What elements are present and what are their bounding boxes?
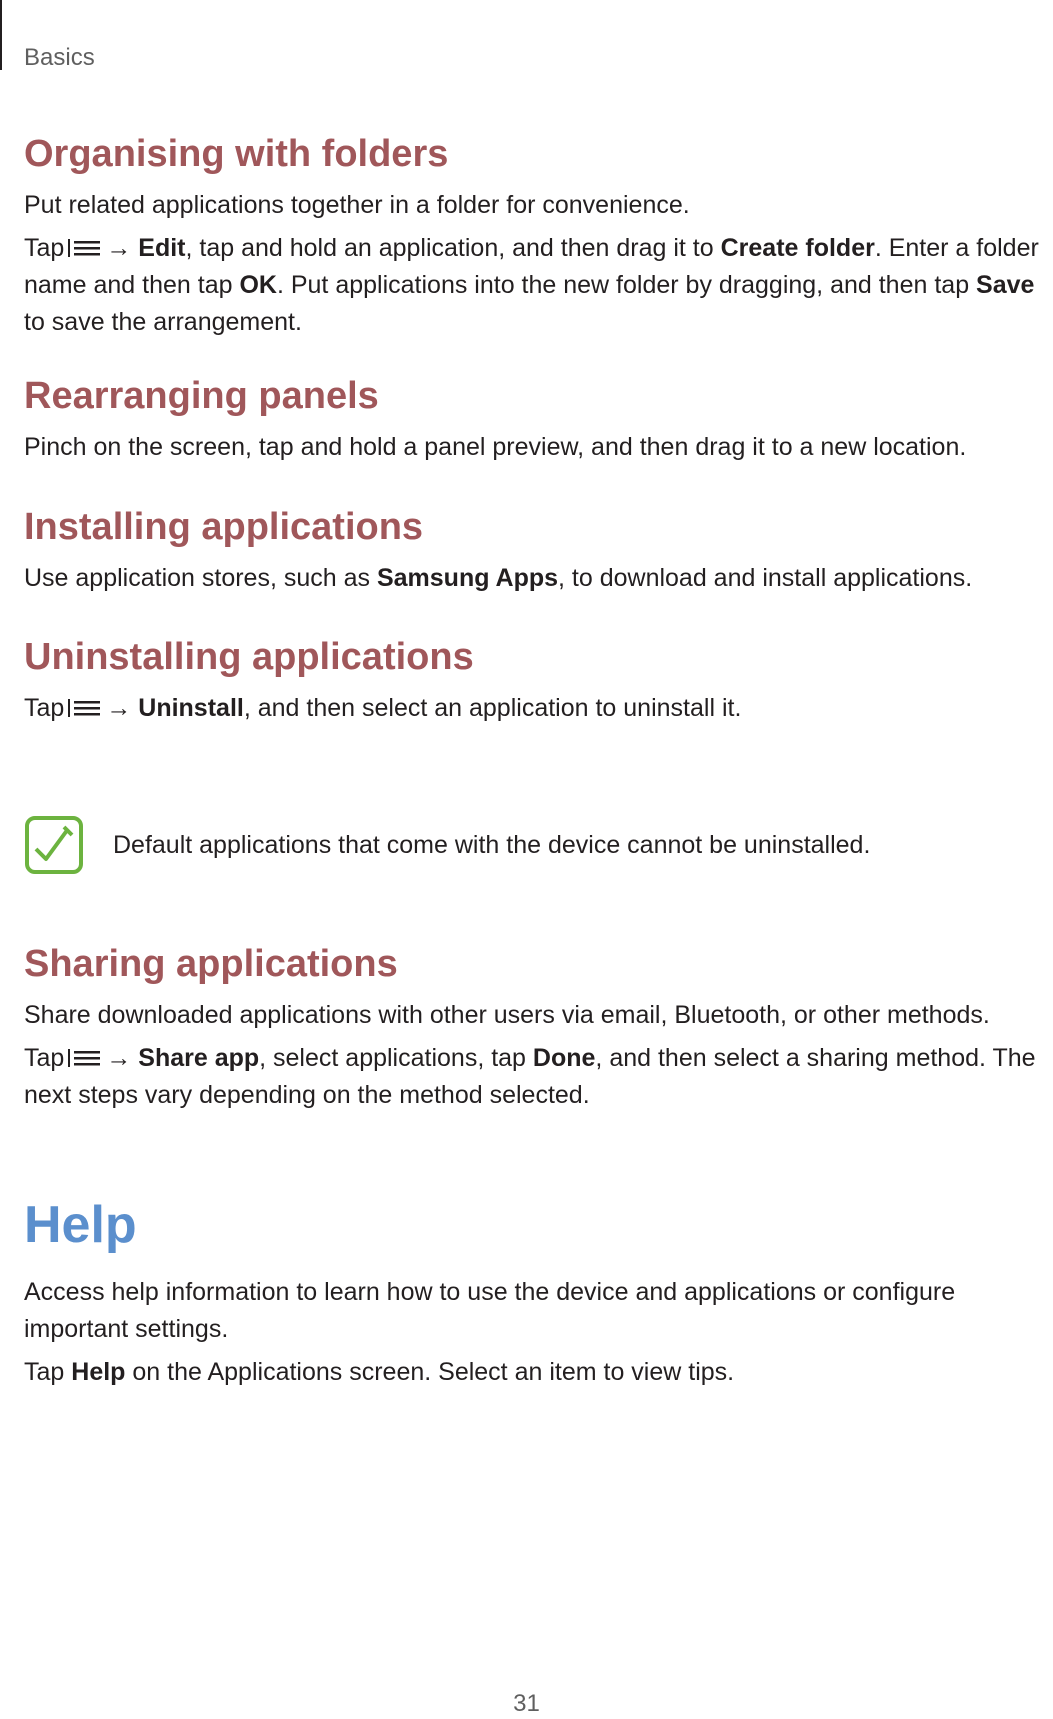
section-rearranging-panels [24,372,1044,466]
bold-term: Create folder [720,234,875,262]
text: Tap [24,694,65,722]
text: , and then select an application to uninstall it. [243,694,742,722]
chapter-title: Help [24,1196,137,1254]
bold-term: Help [71,1358,126,1386]
section-title: Rearranging panels [24,375,379,417]
corner-rule [0,0,2,70]
page-number: 31 [513,1690,540,1717]
section-installing-applications [24,503,1044,597]
arrow: → [106,1044,132,1072]
text: . Put applications into the new folder by dragging, and then tap [276,271,977,299]
section-title: Installing applications [24,506,424,548]
running-header: Basics [24,44,95,71]
menu-key-icon [67,1047,103,1069]
text: , select applications, tap [259,1044,533,1072]
section-uninstalling-applications [24,633,1044,727]
paragraph [24,1040,1044,1114]
paragraph: Put related applications together in a folder for convenience. [24,191,690,219]
paragraph: Access help information to learn how to use the device and applications or configure important settings. [24,1278,956,1343]
arrow: → [106,694,132,722]
text: Tap [24,1044,65,1072]
paragraph [24,1354,1044,1391]
text: Use application stores, such as [24,564,377,592]
text: to save the arrangement. [24,308,302,336]
section-title: Organising with folders [24,133,449,175]
bold-term: Uninstall [138,694,244,722]
paragraph [24,690,1044,727]
paragraph [24,230,1044,341]
section-title: Sharing applications [24,943,398,985]
arrow: → [106,234,132,262]
note-box [24,815,1044,879]
text: , and then select a sharing method. The next steps vary depending on the method selected. [24,1044,1036,1109]
text: , to download and install applications. [558,564,973,592]
bold-term: Edit [138,234,186,262]
note-check-icon [24,815,84,875]
bold-term: Share app [138,1044,260,1072]
menu-key-icon [67,237,103,259]
text: , tap and hold an application, and then drag it to [185,234,721,262]
paragraph [24,560,1044,597]
bold-term: OK [239,271,277,299]
section-organising-folders [24,130,1044,341]
paragraph: Pinch on the screen, tap and hold a panel preview, and then drag it to a new location. [24,433,967,461]
chapter-help [24,1192,1044,1391]
text: Tap [24,1358,72,1386]
text: Tap [24,234,65,262]
bold-term: Done [532,1044,596,1072]
text: on the Applications screen. Select an item to view tips. [125,1358,735,1386]
paragraph: Share downloaded applications with other users via email, Bluetooth, or other methods. [24,1001,990,1029]
note-text: Default applications that come with the device cannot be uninstalled. [113,831,871,859]
bold-term: Samsung Apps [376,564,559,592]
section-title: Uninstalling applications [24,636,474,678]
menu-key-icon [67,697,103,719]
bold-term: Save [976,271,1035,299]
section-sharing-applications [24,940,1044,1114]
text: . Enter a folder name and then tap [24,234,1039,299]
